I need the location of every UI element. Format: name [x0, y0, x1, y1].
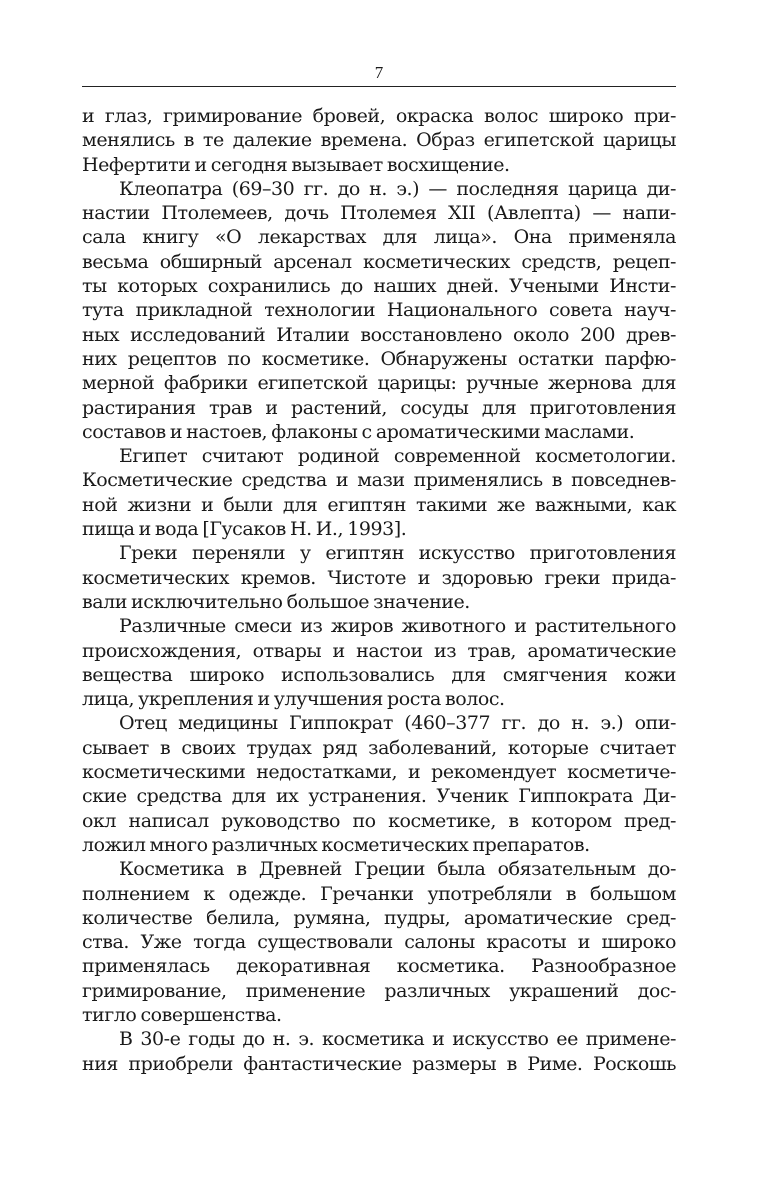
paragraph: [82, 614, 676, 711]
text-line: ния приобрели фантастические размеры в Риме. Роскошь: [82, 1052, 676, 1075]
page-header: [82, 56, 676, 87]
text-line: косметических кремов. Чистоте и здоровью греки прида-: [82, 566, 676, 589]
text-line: сывает в своих трудах ряд заболеваний, которые считает: [82, 736, 676, 759]
text-line: косметическими недостатками, и рекомендует косметиче-: [82, 761, 676, 784]
text-line: них рецептов по косметике. Обнаружены остатки парфю-: [82, 347, 676, 370]
text-line: сала книгу «О лекарствах для лица». Она применяла: [82, 226, 676, 249]
text-line: тигло совершенства.: [82, 1003, 282, 1026]
text-line: полнением к одежде. Гречанки употребляли в большом: [82, 882, 676, 905]
text-line: лица, укрепления и улучшения роста волос.: [82, 688, 505, 711]
paragraph: [82, 1027, 676, 1076]
text-line: ства. Уже тогда существовали салоны красоты и широко: [82, 931, 676, 954]
text-line: применялась декоративная косметика. Разнообразное: [82, 955, 676, 978]
text-line: Клеопатра (69–30 гг. до н. э.) — последняя царица ди-: [119, 177, 676, 200]
text-line: и глаз, гримирование бровей, окраска волос широко при-: [82, 105, 676, 127]
paragraph: [82, 444, 676, 541]
page-body-text: [82, 104, 676, 1076]
text-line: весьма обширный арсенал косметических средств, рецеп-: [82, 250, 676, 273]
text-line: Египет считают родиной современной косметологии.: [119, 445, 676, 468]
paragraph: [82, 541, 676, 614]
text-line: ной жизни и были для египтян такими же важными, как: [82, 493, 676, 516]
text-line: гримирование, применение различных украшений дос-: [82, 979, 676, 1002]
text-line: вали исключительно большое значение.: [82, 590, 470, 613]
text-line: В 30-е годы до н. э. косметика и искусство ее примене-: [119, 1028, 676, 1051]
text-line: пища и вода [Гусаков Н. И., 1993].: [82, 518, 407, 541]
text-line: ты которых сохранились до наших дней. Учеными Инсти-: [82, 275, 676, 298]
text-line: Греки переняли у египтян искусство приготовления: [119, 542, 676, 565]
page-number: 7: [374, 63, 384, 82]
text-line: Косметические средства и мази применялись в повседнев-: [82, 469, 676, 492]
text-line: ных исследований Италии восстановлено около 200 древ-: [82, 323, 676, 346]
text-line: составов и настоев, флаконы с ароматическими маслами.: [82, 420, 635, 443]
text-line: Отец медицины Гиппократ (460–377 гг. до н. э.) опи-: [119, 712, 676, 735]
text-line: настии Птолемеев, дочь Птолемея XII (Авлепта) — напи-: [82, 202, 676, 225]
text-line: количестве белила, румяна, пудры, ароматические сред-: [82, 906, 676, 929]
text-line: Нефертити и сегодня вызывает восхищение.: [82, 153, 510, 176]
text-line: тута прикладной технологии Национального совета науч-: [82, 299, 676, 322]
text-line: Косметика в Древней Греции была обязательным до-: [119, 858, 676, 881]
text-line: ские средства для их устранения. Ученик Гиппократа Ди-: [82, 785, 676, 808]
text-line: окл написал руководство по косметике, в котором пред-: [82, 809, 676, 832]
text-line: менялись в те далекие времена. Образ египетской царицы: [82, 129, 676, 152]
text-line: Различные смеси из жиров животного и растительного: [119, 615, 676, 638]
book-page: [82, 56, 676, 1076]
text-line: ложил много различных косметических препаратов.: [82, 833, 590, 856]
paragraph: [82, 177, 676, 444]
text-line: мерной фабрики египетской царицы: ручные жернова для: [82, 372, 676, 395]
text-line: происхождения, отвары и настои из трав, ароматические: [82, 639, 676, 662]
paragraph: [82, 857, 676, 1027]
text-line: вещества широко использовались для смягчения кожи: [82, 663, 676, 686]
text-line: растирания трав и растений, сосуды для приготовления: [82, 396, 676, 419]
paragraph: [82, 711, 676, 857]
paragraph: [82, 104, 676, 177]
